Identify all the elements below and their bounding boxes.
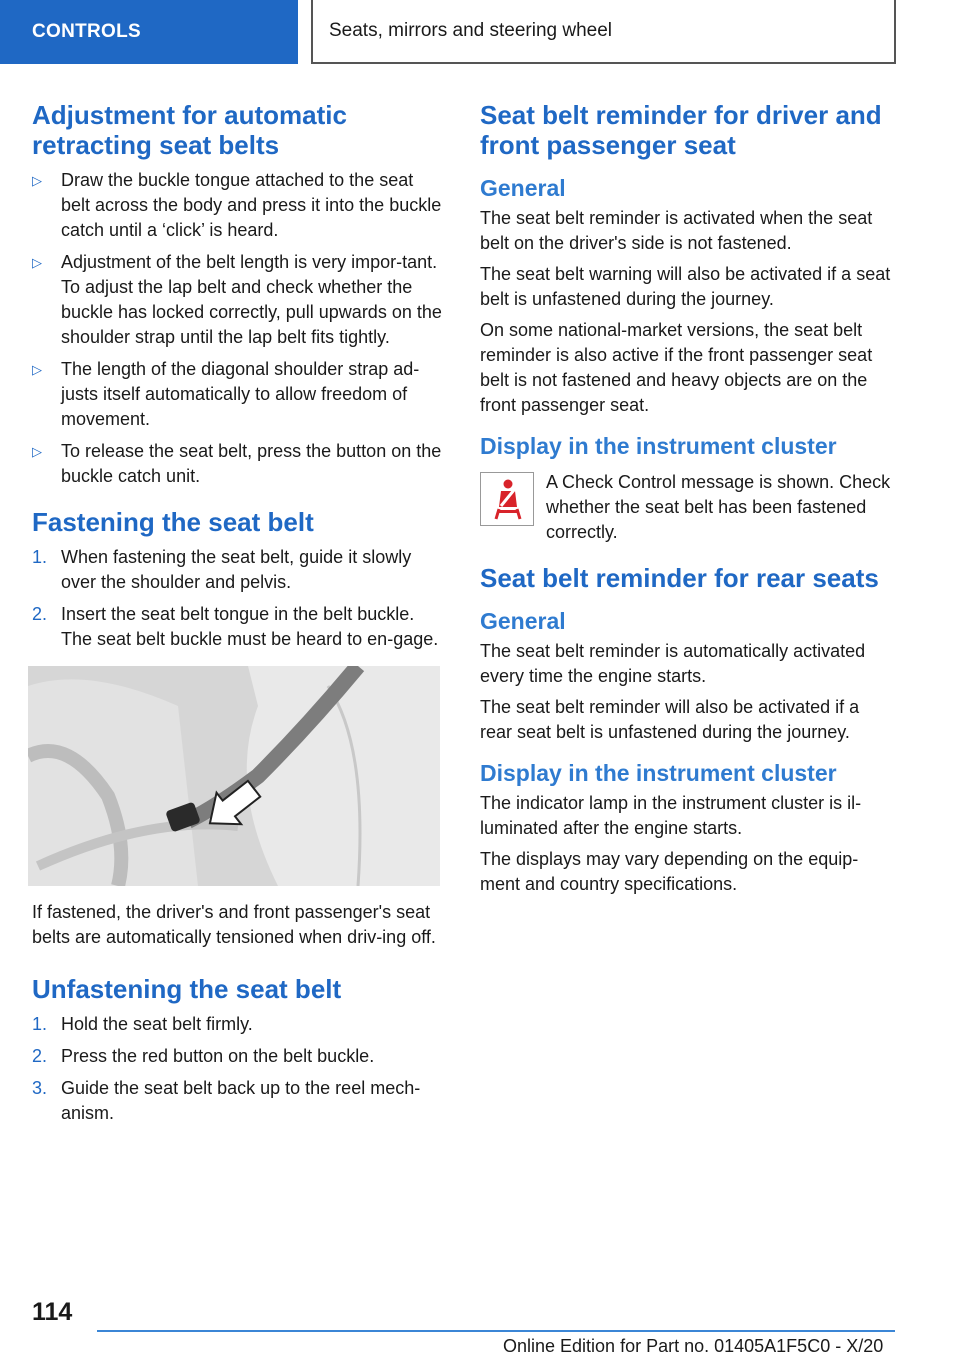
paragraph: The seat belt reminder is automatically activated every time the engine starts. — [480, 641, 866, 686]
list-item: ▷ Adjustment of the belt length is very impor-tant. To adjust the lap belt and check whether the buckle has locked correctly, pull upwards on the shoulder strap until the lap belt fits tightly. — [32, 252, 442, 347]
heading-front-reminder: Seat belt reminder for driver and front passenger seat — [480, 100, 882, 160]
section-fastening — [32, 507, 444, 950]
section-front-reminder — [480, 100, 896, 545]
triangle-bullet-icon: ▷ — [32, 255, 42, 270]
section-rear-reminder — [480, 563, 896, 897]
subheading-general: General — [480, 175, 566, 201]
section-adjustment — [32, 100, 444, 489]
left-column — [32, 100, 444, 1144]
list-item: 2. Insert the seat belt tongue in the belt buckle. The seat belt buckle must be heard to en-gage. — [32, 604, 439, 649]
section-tab: CONTROLS — [0, 0, 298, 64]
list-item: 1. When fastening the seat belt, guide it slowly over the shoulder and pelvis. — [32, 547, 412, 592]
list-item: 3. Guide the seat belt back up to the reel mech-anism. — [32, 1078, 421, 1123]
list-item: 1. Hold the seat belt firmly. — [32, 1014, 253, 1034]
subheading-general: General — [480, 608, 566, 634]
tension-note: If fastened, the driver's and front passenger's seat belts are automatically tensioned when driv-ing off. — [32, 902, 436, 947]
display-message-row — [480, 470, 896, 545]
seat-belt-warning-icon — [480, 472, 534, 526]
edition-note: Online Edition for Part no. 01405A1F5C0 - X/20 — [503, 1336, 884, 1356]
paragraph: The seat belt warning will also be activated if a seat belt is unfastened during the journey. — [480, 264, 891, 309]
footer-divider — [97, 1330, 895, 1332]
section-unfastening — [32, 974, 444, 1126]
display-message-text: A Check Control message is shown. Check whether the seat belt has been fastened correctly. — [546, 472, 891, 542]
seat-belt-illustration — [28, 666, 440, 886]
list-item: 2. Press the red button on the belt buckle. — [32, 1046, 375, 1066]
paragraph: The indicator lamp in the instrument cluster is il-luminated after the engine starts. — [480, 793, 862, 838]
adjustment-list — [32, 168, 444, 489]
right-column — [480, 100, 896, 915]
unfastening-steps — [32, 1012, 444, 1126]
triangle-bullet-icon: ▷ — [32, 362, 42, 377]
paragraph: The seat belt reminder is activated when the seat belt on the driver's side is not fastened. — [480, 208, 873, 253]
paragraph: The seat belt reminder will also be activated if a rear seat belt is unfastened during the journey. — [480, 697, 860, 742]
list-item: ▷ The length of the diagonal shoulder strap ad-justs itself automatically to allow freedom of movement. — [32, 359, 420, 429]
list-item: ▷ Draw the buckle tongue attached to the seat belt across the body and press it into the buckle catch until a ‘click’ is heard. — [32, 170, 442, 240]
paragraph: On some national-market versions, the seat belt reminder is also active if the front passenger seat belt is not fastened and heavy objects are on the front passenger seat. — [480, 320, 873, 415]
heading-adjustment: Adjustment for automatic retracting seat belts — [32, 100, 347, 160]
paragraph: The displays may vary depending on the equip-ment and country specifications. — [480, 849, 859, 894]
triangle-bullet-icon: ▷ — [32, 444, 42, 459]
heading-unfastening: Unfastening the seat belt — [32, 974, 342, 1004]
list-item: ▷ To release the seat belt, press the button on the buckle catch unit. — [32, 441, 442, 486]
chapter-title: Seats, mirrors and steering wheel — [311, 0, 896, 64]
heading-fastening: Fastening the seat belt — [32, 507, 314, 537]
seat-belt-photo — [28, 666, 440, 886]
subheading-display: Display in the instrument cluster — [480, 433, 837, 459]
fastening-steps — [32, 545, 444, 652]
page-number: 114 — [32, 1298, 73, 1326]
triangle-bullet-icon: ▷ — [32, 173, 42, 188]
subheading-display: Display in the instrument cluster — [480, 760, 837, 786]
heading-rear-reminder: Seat belt reminder for rear seats — [480, 563, 879, 593]
